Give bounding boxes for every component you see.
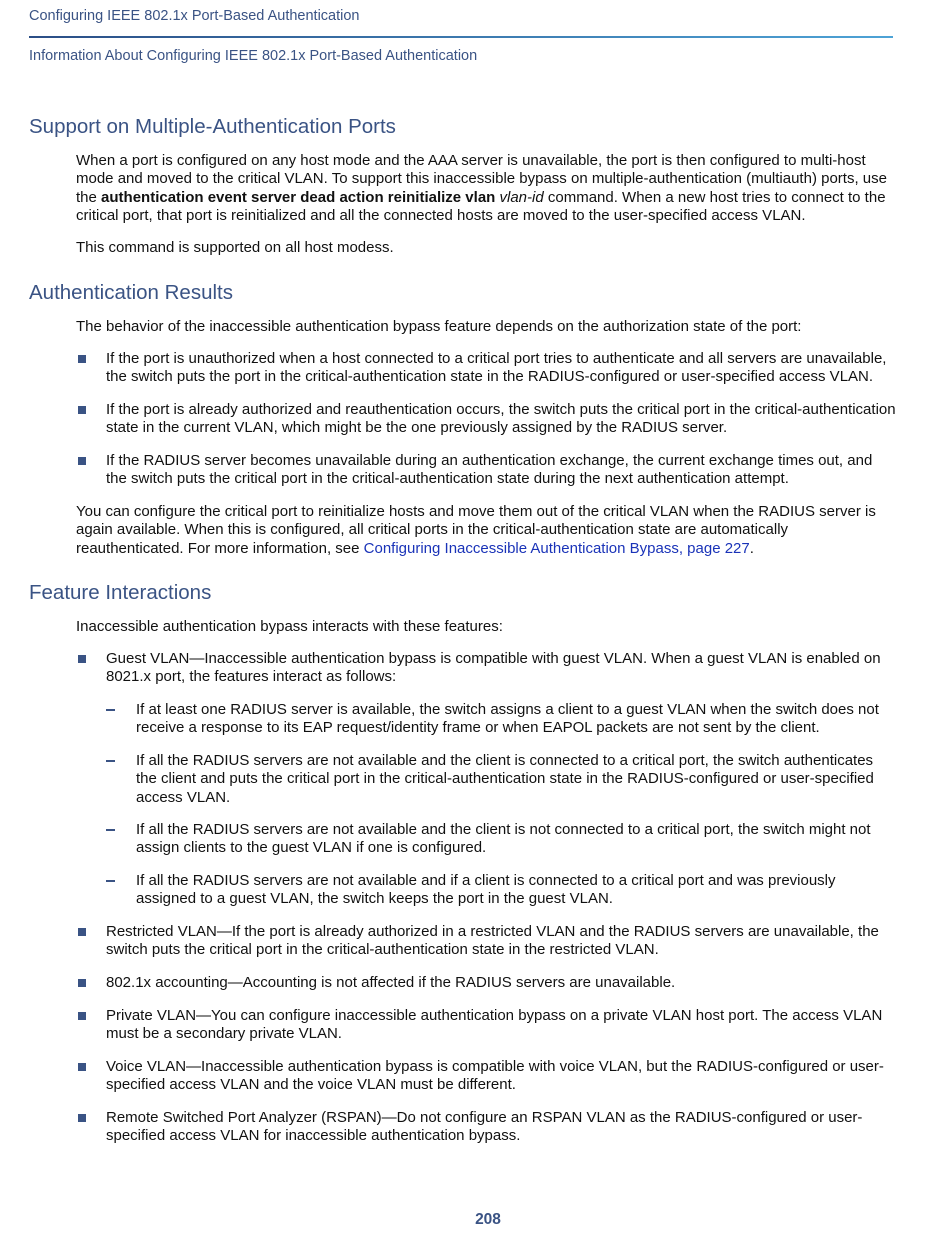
list-item: If the RADIUS server becomes unavailable during an authentication exchange, the current exchange times out, and the switch puts the critical port in the critical-authentication state during the next authentication attempt. xyxy=(106,452,873,488)
paragraph-auth-results-intro: The behavior of the inaccessible authentication bypass feature depends on the authorization state of the port: xyxy=(76,318,802,335)
paragraph-auth-results-outro xyxy=(76,503,896,558)
sub-list-item: If all the RADIUS servers are not available and the client is connected to a critical port, the switch authenticates the client and puts the critical port in the critical-authentication state in the RADIUS-configured or user-specified access VLAN. xyxy=(136,752,874,806)
dash-marker-icon xyxy=(106,880,115,882)
dash-marker-icon xyxy=(106,709,115,711)
list-item: Private VLAN—You can configure inaccessible authentication bypass on a private VLAN host port. The access VLAN must be a secondary private VLAN. xyxy=(106,1007,883,1043)
page-number: 208 xyxy=(475,1211,501,1228)
bullet-marker-icon xyxy=(78,457,86,465)
bullet-marker-icon xyxy=(78,1114,86,1122)
paragraph-text: When a port is configured on any host mode and the AAA server is unavailable, the port is then configured to multi-host mode and moved to the critical VLAN. To support this inaccessible bypass on multiple-authentication (multiauth) ports, use the xyxy=(76,152,887,206)
dash-marker-icon xyxy=(106,829,115,831)
list-item: 802.1x accounting—Accounting is not affected if the RADIUS servers are unavailable. xyxy=(106,974,676,991)
bullet-marker-icon xyxy=(78,1012,86,1020)
list-item: If the port is unauthorized when a host connected to a critical port tries to authenticate and all servers are unavailable, the switch puts the port in the critical-authentication state in the RADIUS-configured or user-specified access VLAN. xyxy=(106,350,887,386)
sub-list-item: If all the RADIUS servers are not available and if a client is connected to a critical port and was previously assigned to a guest VLAN, the switch keeps the port in the guest VLAN. xyxy=(136,872,836,908)
bullet-marker-icon xyxy=(78,928,86,936)
sub-list-item: If all the RADIUS servers are not available and the client is not connected to a critical port, the switch might not assign clients to the guest VLAN if one is configured. xyxy=(136,821,871,857)
list-item: Voice VLAN—Inaccessible authentication bypass is compatible with voice VLAN, but the RADIUS-configured or user-specified access VLAN and the voice VLAN must be different. xyxy=(106,1058,884,1094)
heading-multi-auth-ports: Support on Multiple-Authentication Ports xyxy=(29,115,396,138)
paragraph-text: . xyxy=(749,539,754,557)
bullet-marker-icon xyxy=(78,355,86,363)
paragraph-multi-auth xyxy=(76,152,896,225)
bullet-marker-icon xyxy=(78,655,86,663)
list-item-guest-vlan: Guest VLAN—Inaccessible authentication bypass is compatible with guest VLAN. When a guest VLAN is enabled on 8021.x port, the features interact as follows: xyxy=(106,650,881,686)
cross-reference-link[interactable]: Configuring Inaccessible Authentication Bypass, page 227 xyxy=(363,539,750,557)
sub-list-item: If at least one RADIUS server is available, the switch assigns a client to a guest VLAN when the switch does not receive a response to its EAP request/identity frame or when EAPOL packets are not sent by the client. xyxy=(136,701,879,737)
list-item: Restricted VLAN—If the port is already authorized in a restricted VLAN and the RADIUS servers are unavailable, the switch puts the critical port in the critical-authentication state in the restricted VLAN. xyxy=(106,923,879,959)
paragraph-feature-intro: Inaccessible authentication bypass interacts with these features: xyxy=(76,618,503,635)
bullet-marker-icon xyxy=(78,406,86,414)
dash-marker-icon xyxy=(106,760,115,762)
bullet-marker-icon xyxy=(78,1063,86,1071)
command-variable: vlan-id xyxy=(499,188,544,206)
header-rule xyxy=(29,36,893,38)
paragraph-text: command. When a new host tries to connect to the critical port, that port is reinitialized and all the connected hosts are moved to the user-specified access VLAN. xyxy=(76,188,886,224)
heading-feature-interactions: Feature Interactions xyxy=(29,581,212,604)
paragraph-text: You can configure the critical port to reinitialize hosts and move them out of the critical VLAN when the RADIUS server is again available. When this is configured, all critical ports in the critical-authentication state are automatically reauthenticated. For more information, see xyxy=(76,503,876,557)
bullet-marker-icon xyxy=(78,979,86,987)
command-text: authentication event server dead action reinitialize vlan xyxy=(101,188,496,206)
heading-auth-results: Authentication Results xyxy=(29,281,233,304)
running-header-section: Information About Configuring IEEE 802.1x Port-Based Authentication xyxy=(29,48,478,64)
list-item: If the port is already authorized and reauthentication occurs, the switch puts the critical port in the critical-authentication state in the current VLAN, which might be the one previously assigned by the RADIUS server. xyxy=(106,401,896,437)
paragraph-host-modes: This command is supported on all host modess. xyxy=(76,239,394,256)
running-header-title: Configuring IEEE 802.1x Port-Based Authentication xyxy=(29,8,360,24)
list-item: Remote Switched Port Analyzer (RSPAN)—Do not configure an RSPAN VLAN as the RADIUS-configured or user-specified access VLAN for inaccessible authentication bypass. xyxy=(106,1109,863,1145)
